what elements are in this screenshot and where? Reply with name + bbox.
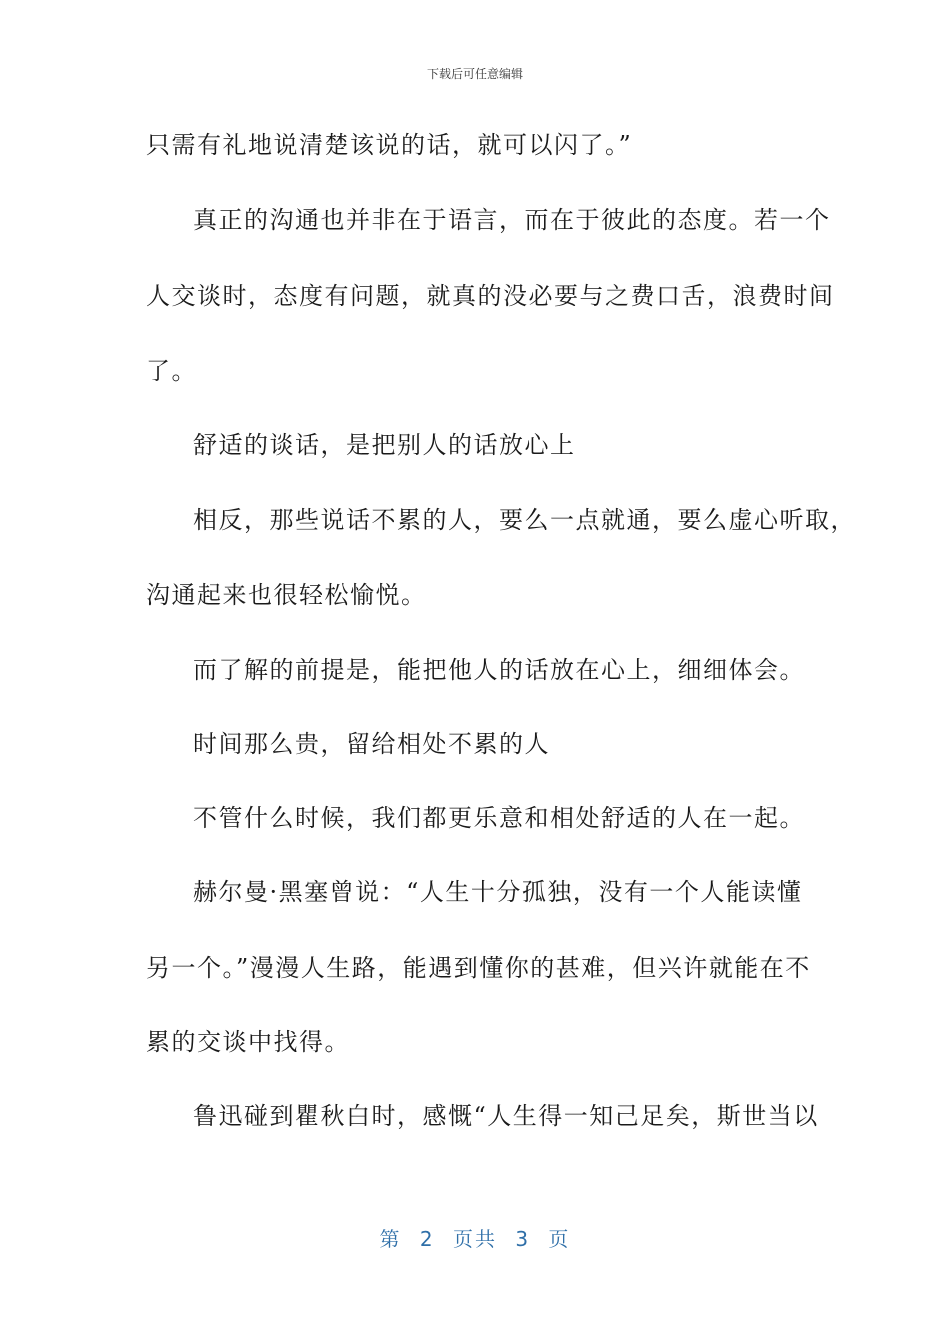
text-line: 舒适的谈话，是把别人的话放心上 [193,431,576,459]
text-line: 累的交谈中找得。 [146,1028,350,1056]
text-line: 只需有礼地说清楚该说的话，就可以闪了。” [146,131,633,159]
text-line: 真正的沟通也并非在于语言，而在于彼此的态度。若一个 [193,206,831,234]
text-line: 相反，那些说话不累的人，要么一点就通，要么虚心听取， [193,506,856,534]
text-line: 沟通起来也很轻松愉悦。 [146,581,427,609]
page-number-footer: 第 2 页共 3 页 [379,1227,571,1251]
text-line: 赫尔曼·黑塞曾说：“人生十分孤独，没有一个人能读懂 [193,878,803,906]
text-line: 另一个。”漫漫人生路，能遇到懂你的甚难，但兴许就能在不 [146,954,811,982]
text-line: 了。 [146,357,197,385]
text-line: 人交谈时，态度有问题，就真的没必要与之费口舌，浪费时间 [146,282,835,310]
text-line: 时间那么贵，留给相处不累的人 [193,730,550,758]
text-line: 而了解的前提是，能把他人的话放在心上，细细体会。 [193,656,805,684]
text-line: 鲁迅碰到瞿秋白时，感慨“人生得一知己足矣，斯世当以 [193,1102,819,1130]
page-header: 下载后可任意编辑 [426,67,523,81]
text-line: 不管什么时候，我们都更乐意和相处舒适的人在一起。 [193,804,805,832]
